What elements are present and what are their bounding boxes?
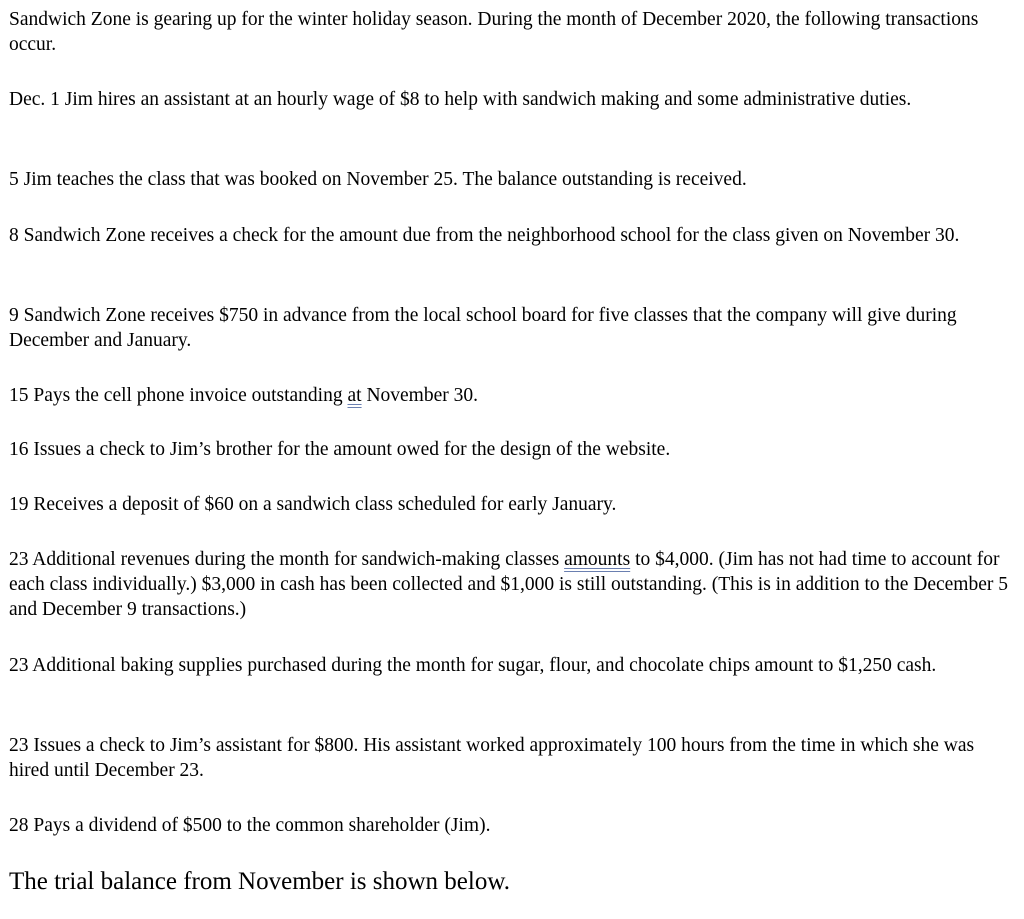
grammar-flag-amounts[interactable]: amounts <box>564 549 631 570</box>
transaction-dec-23-supplies: 23 Additional baking supplies purchased during the month for sugar, flour, and chocolate chips amount to $1,250 cash. <box>9 655 937 676</box>
transaction-dec-15-after: November 30. <box>361 385 478 406</box>
grammar-flag-at[interactable]: at <box>347 385 362 406</box>
intro-paragraph: Sandwich Zone is gearing up for the winter holiday season. During the month of December 2020, the following transactions occur. <box>9 9 979 55</box>
transaction-dec-8: 8 Sandwich Zone receives a check for the amount due from the neighborhood school for the class given on November 30. <box>9 225 960 246</box>
transaction-dec-23-wages: 23 Issues a check to Jim’s assistant for $800. His assistant worked approximately 100 hours from the time in which she was hired until December 23. <box>9 735 975 781</box>
transaction-dec-23-revenues-after: to $4,000. (Jim has not had time to account for each class individually.) $3,000 in cash has been collected and $1,000 is still outstanding. (This is in addition to the December 5 and December 9 transactions.) <box>9 549 1008 620</box>
transaction-dec-1: Dec. 1 Jim hires an assistant at an hourly wage of $8 to help with sandwich making and some administrative duties. <box>9 89 912 110</box>
closing-sentence: The trial balance from November is shown below. <box>9 868 511 895</box>
transaction-dec-15 <box>9 383 1009 408</box>
transaction-dec-9: 9 Sandwich Zone receives $750 in advance from the local school board for five classes that the company will give during December and January. <box>9 305 957 351</box>
transaction-dec-16: 16 Issues a check to Jim’s brother for the amount owed for the design of the website. <box>9 439 671 460</box>
transaction-dec-19: 19 Receives a deposit of $60 on a sandwich class scheduled for early January. <box>9 494 617 515</box>
transaction-dec-23-revenues-before: 23 Additional revenues during the month for sandwich-making classes <box>9 549 565 570</box>
transaction-dec-23-revenues <box>9 547 1009 622</box>
transaction-dec-15-before: 15 Pays the cell phone invoice outstanding <box>9 385 348 406</box>
transaction-dec-28: 28 Pays a dividend of $500 to the common shareholder (Jim). <box>9 815 491 836</box>
transaction-dec-5: 5 Jim teaches the class that was booked on November 25. The balance outstanding is received. <box>9 169 747 190</box>
